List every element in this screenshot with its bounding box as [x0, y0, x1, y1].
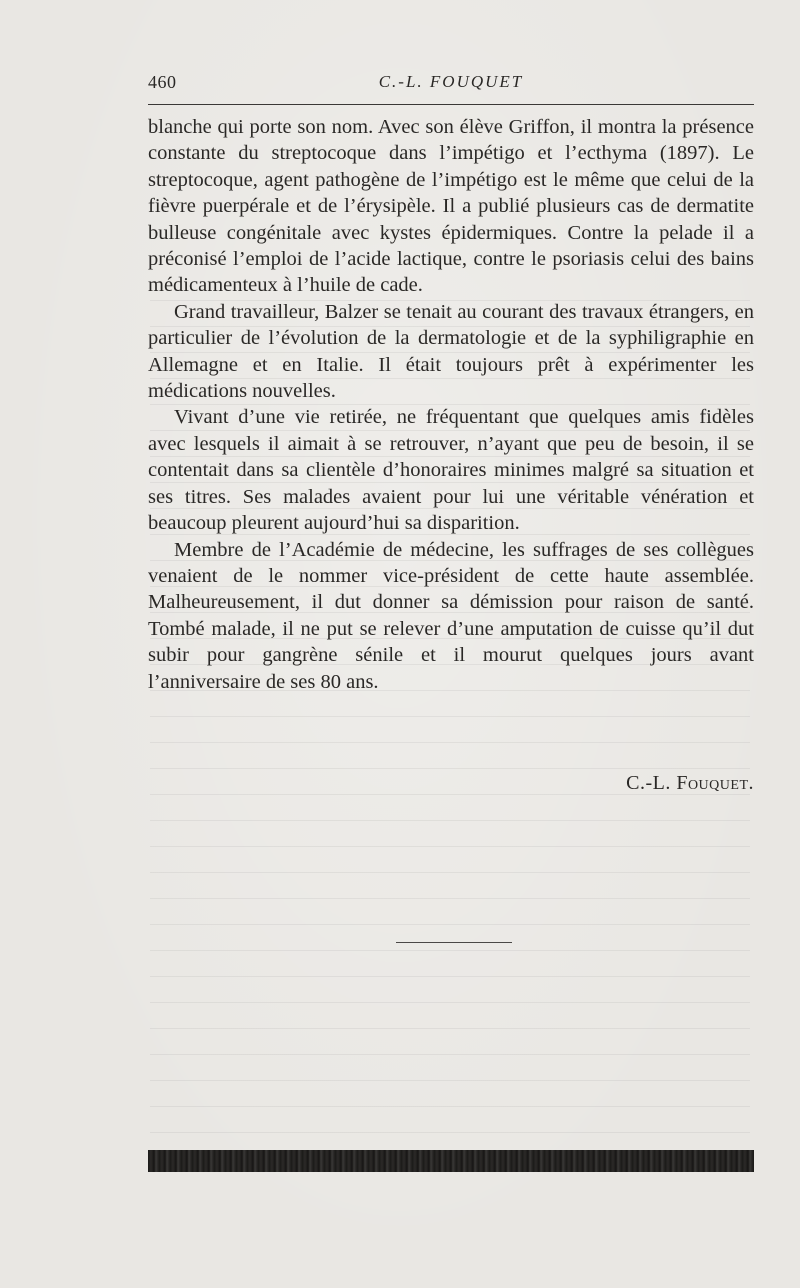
paragraph: Vivant d’une vie retirée, ne fréquentant que quelques amis fidèles avec lesquels il aimait à se retrouver, n’ayant que peu de besoin, il se contentait dans sa clientèle d’honoraires minimes malgré sa situation et ses titres. Ses malades avaient pour lui une véritable vénération et beaucoup pleurent aujourd’hui sa disparition.	[148, 406, 754, 535]
page-edge-bar	[148, 1150, 754, 1172]
separator-rule	[396, 942, 512, 943]
body-text	[148, 114, 754, 695]
page-number: 460	[148, 72, 177, 92]
page-header	[148, 68, 754, 98]
paragraph: Membre de l’Académie de médecine, les suffrages de ses collègues venaient de le nommer vice-président de cette haute assemblée. Malheureusement, il dut donner sa démission pour raison de santé. Tombé malade, il ne put se relever d’une amputation de cuisse qu’il dut subir pour gangrène sénile et il mourut quelques jours avant l’anniversaire de ses 80 ans.	[148, 538, 754, 693]
running-head: C.-L. FOUQUET	[378, 72, 524, 91]
paragraph: Grand travailleur, Balzer se tenait au courant des travaux étrangers, en particulier de l’évolution de la dermatologie et de la syphiligraphie en Allemagne et en Italie. Il était toujours prêt à expérimenter les médications nouvelles.	[148, 300, 754, 403]
header-rule	[148, 104, 754, 105]
author-signature	[148, 772, 754, 795]
paragraph-continued: blanche qui porte son nom. Avec son élève Griffon, il montra la présence constante du streptocoque dans l’impétigo et l’ecthyma (1897). Le streptocoque, agent pathogène de l’impétigo est le même que celui de la fièvre puerpérale et de l’érysipèle. Il a publié plusieurs cas de dermatite bulleuse congénitale avec kystes épidermiques. Contre la pelade il a préconisé l’emploi de l’acide lactique, contre le psoriasis celui des bains médicamenteux à l’huile de cade.	[148, 116, 754, 297]
signature-text: C.-L. Fouquet.	[626, 772, 754, 794]
